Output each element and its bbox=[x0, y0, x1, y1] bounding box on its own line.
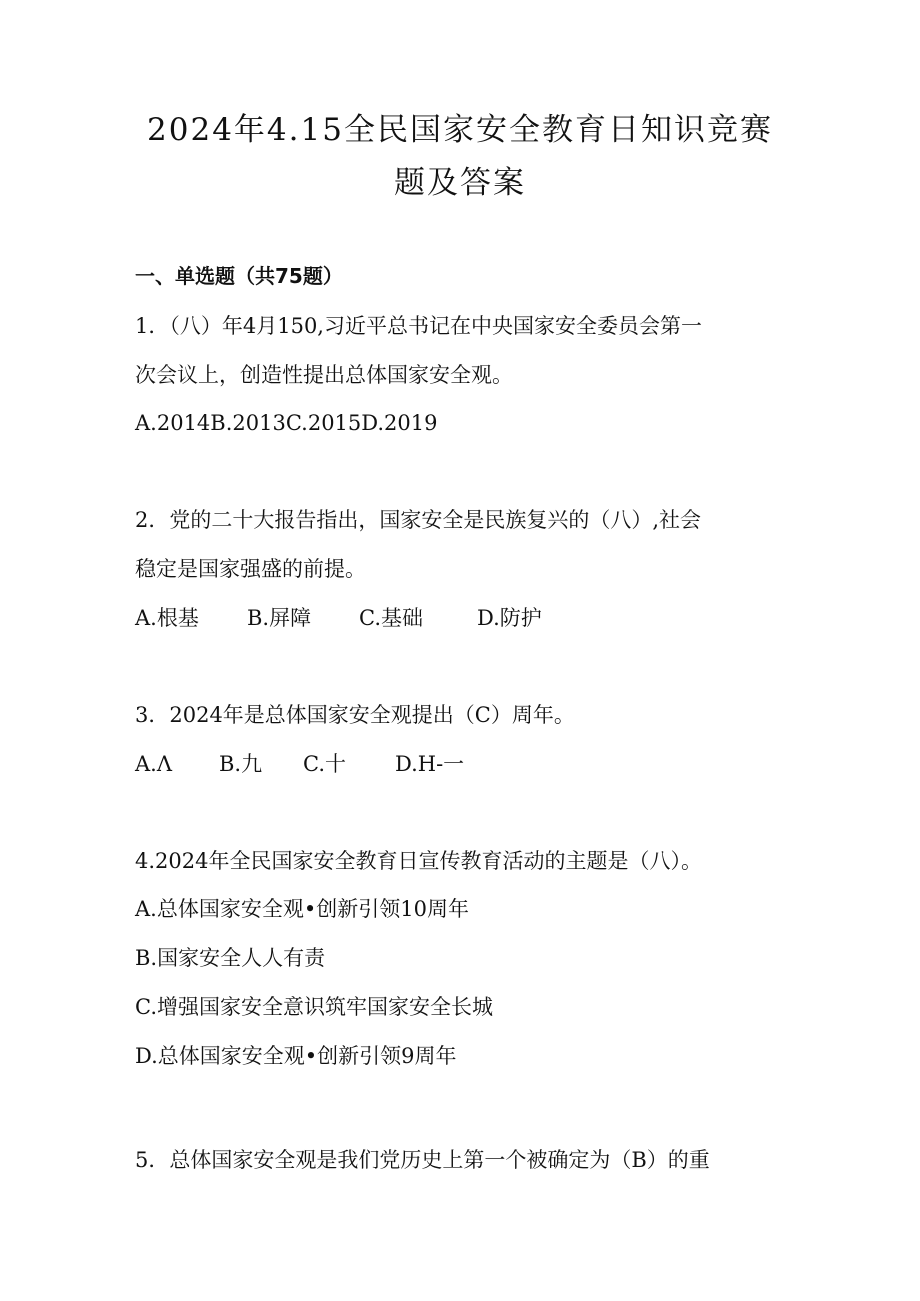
question-4-option-d: D.总体国家安全观•创新引领9周年 bbox=[135, 1044, 457, 1068]
question-2-option-d: D.防护 bbox=[477, 606, 542, 630]
question-4-option-b: B.国家安全人人有责 bbox=[135, 946, 326, 970]
question-2-option-c: C.基础 bbox=[359, 606, 423, 630]
document-title-line-2: 题及答案 bbox=[394, 165, 526, 201]
question-3-option-b: B.九 bbox=[219, 752, 263, 776]
question-3-option-a: A.Λ bbox=[135, 752, 173, 776]
question-2-option-b: B.屏障 bbox=[247, 606, 312, 630]
question-2-line-2: 稳定是国家强盛的前提。 bbox=[135, 557, 366, 581]
question-1-options bbox=[135, 408, 437, 438]
question-1-line-1: 1．（八）年4月150,习近平总书记在中央国家安全委员会第一 bbox=[135, 314, 702, 338]
question-1-line-2: 次会议上，创造性提出总体国家安全观。 bbox=[135, 363, 513, 387]
question-2-options bbox=[135, 603, 542, 633]
document-title-line-1: 2024年4.15全民国家安全教育日知识竞赛 bbox=[147, 112, 773, 148]
question-2-option-a: A.根基 bbox=[135, 606, 199, 630]
question-3-options bbox=[135, 749, 464, 779]
question-1-option-line: A.2014B.2013C.2015D.2019 bbox=[135, 411, 438, 435]
question-3-line-1: 3．2024年是总体国家安全观提出（C）周年。 bbox=[135, 703, 575, 727]
question-3-option-c: C.十 bbox=[303, 752, 346, 776]
question-2-line-1: 2．党的二十大报告指出，国家安全是民族复兴的（八）,社会 bbox=[135, 508, 702, 532]
question-3-option-d: D.H-一 bbox=[395, 752, 465, 776]
question-4-option-c: C.增强国家安全意识筑牢国家安全长城 bbox=[135, 995, 493, 1019]
question-4-line-1: 4.2024年全民国家安全教育日宣传教育活动的主题是（八）。 bbox=[135, 849, 702, 873]
question-5-line-1: 5．总体国家安全观是我们党历史上第一个被确定为（B）的重 bbox=[135, 1148, 710, 1172]
section-heading: 一、单选题（共75题） bbox=[135, 264, 343, 288]
question-4-option-a: A.总体国家安全观•创新引领10周年 bbox=[135, 897, 469, 921]
